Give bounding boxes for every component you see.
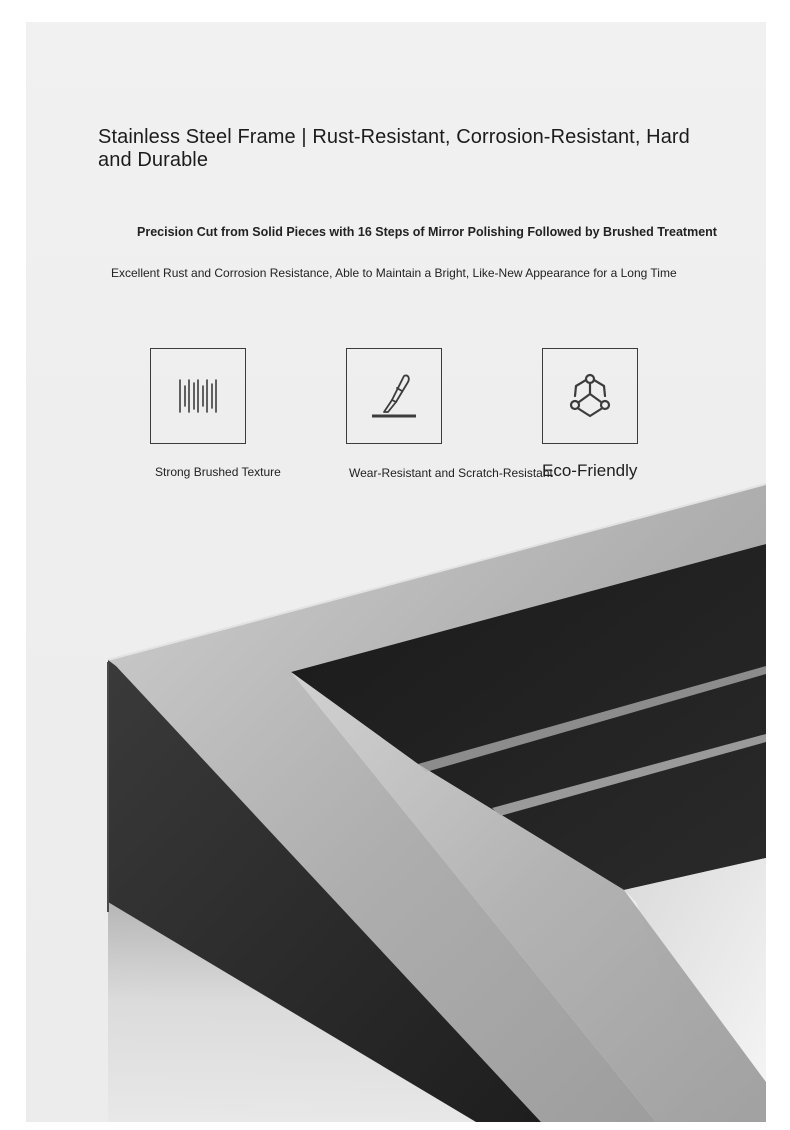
feature-label-brushed-texture: Strong Brushed Texture (155, 465, 281, 479)
subtitle-line-2: Excellent Rust and Corrosion Resistance, Able to Maintain a Bright, Like-New Appearance for a Long Time (111, 266, 677, 280)
feature-scratch-resistant (346, 348, 442, 444)
scalpel-icon (364, 366, 424, 426)
molecule-icon (560, 366, 620, 426)
feature-label-eco-friendly: Eco-Friendly (542, 461, 638, 480)
page-title: Stainless Steel Frame | Rust-Resistant, Corrosion-Resistant, Hard and Durable (98, 126, 690, 171)
feature-label-scratch-resistant: Wear-Resistant and Scratch-Resistant (349, 466, 553, 480)
feature-brushed-texture (150, 348, 246, 444)
brushed-texture-icon (168, 366, 228, 426)
subtitle-line-1: Precision Cut from Solid Pieces with 16 Steps of Mirror Polishing Followed by Brushed Treatment (137, 225, 717, 239)
feature-eco-friendly (542, 348, 638, 444)
stainless-steel-frame-image (26, 22, 766, 1122)
product-detail-panel (26, 22, 766, 1122)
